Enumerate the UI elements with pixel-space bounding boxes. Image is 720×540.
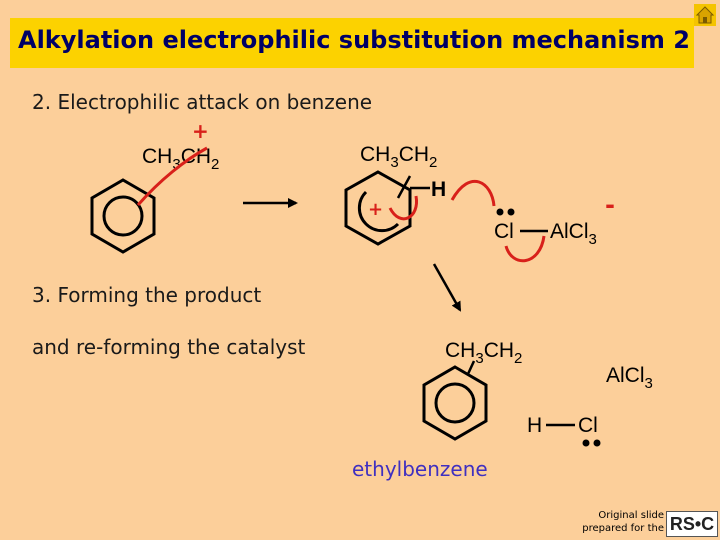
carbocation-formula: $CH_3CH_2$ xyxy=(142,145,220,173)
hcl-hydrogen: H xyxy=(527,414,543,437)
rsc-logo: RS•C xyxy=(666,511,718,537)
product-name: ethylbenzene xyxy=(352,457,488,481)
chloride-atom: Cl xyxy=(494,220,514,243)
carbocation-charge: + xyxy=(192,119,209,143)
reaction-arrow-step3 xyxy=(434,264,460,310)
ethyl-bond xyxy=(398,176,410,198)
benzene-ring-product xyxy=(424,367,486,439)
ring-charge: + xyxy=(368,199,384,220)
regenerated-catalyst: AlCl$_3$ xyxy=(606,364,653,392)
intermediate-ethyl-formula: $CH_3CH_2$ xyxy=(360,143,438,171)
product-ethyl-bond xyxy=(468,361,474,374)
step-3-continuation: and re-forming the catalyst xyxy=(32,335,306,359)
attribution-text: Original slide prepared for the xyxy=(582,510,664,534)
curly-arrow-ch-bond xyxy=(390,196,417,219)
hcl-chlorine: Cl xyxy=(578,414,598,437)
step-3-number: 3. xyxy=(32,283,52,307)
slide-title: Alkylation electrophilic substitution mechanism 2 xyxy=(18,26,690,54)
benzene-ring-reactant xyxy=(92,180,154,252)
step-2-text: Electrophilic attack on benzene xyxy=(57,90,373,114)
lone-pair-dots-hcl xyxy=(583,440,601,447)
aluminate-charge: - xyxy=(605,191,615,219)
lone-pair-dots-cl xyxy=(497,209,515,216)
aluminium-chloride-formula: AlCl$_3$ xyxy=(550,220,597,248)
curly-arrow-lone-pair xyxy=(452,181,494,206)
intermediate-hydrogen: H xyxy=(431,178,447,201)
product-ethyl-formula: $CH_3CH_2$ xyxy=(445,339,523,367)
step-2-number: 2. xyxy=(32,90,52,114)
step-3-text: Forming the product xyxy=(57,283,262,307)
